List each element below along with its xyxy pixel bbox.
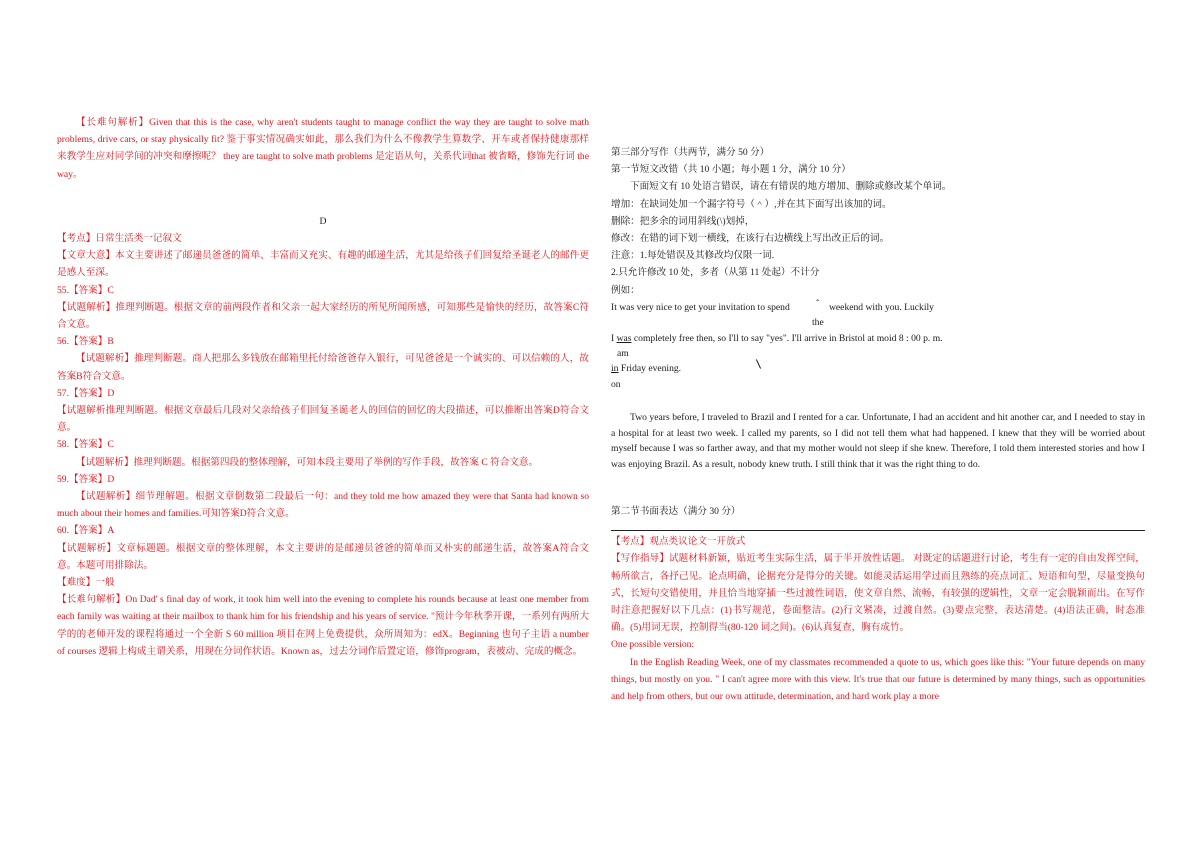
instruction: 下面短文有 10 处语言错误，请在有错误的地方增加、删除或修改某个单词。 (630, 181, 952, 193)
writing-guide: 【写作指导】试题材料新颖，贴近考生实际生活，属于半开放性话题。 对既定的话题进行讨论，考生有一定的自由发挥空间，畅所欲言，各抒己见。论点明确，论据充分是得分的关键。如能灵活运用学过而且熟练的亮点词汇、短语和句型，尽量变换句式，长短句交错使用，并且恰当地穿插一些过渡性词语，使文章自然、流畅，有较强的逻辑性，文章一定会脱颖而出。在写作时注意把握好以下几点：(1)书写规范，卷面整洁。(2)行文紧凑，过渡自然。(3)要点完整，表达清楚。(4)语法正确，时态准确。(5)用词无误，控制得当(80-120 词之间)。(6)认真复查，胸有成竹。 (611, 553, 1145, 634)
note-1: 注意：1.每处错误及其修改均仅限一词. (611, 250, 775, 262)
answer-line: 57.【答案】D (57, 387, 115, 399)
answer-analysis: 【试题解析】推理判断题。商人把那么多钱放在邮箱里托付给爸爸存入银行，可见爸爸是一个诚实的、可以信赖的人，故答案B符合文意。 (57, 353, 589, 382)
section2-heading: 第二节书面表达（满分 30 分） (611, 506, 741, 518)
long-sentence-analysis-1: 【长难句解析】Given that this is the case, why aren't students taught to manage conflict the way they are taught to solve math problems, drive cars, or stay physically fit? 鉴于事实情况确实如此，那么我们为什么不像教学生算数学、开车或者保持健康那样来教学生应对同学间的冲突和摩擦呢？ they are taught to solve math problems 是定语从句，关系代词that 被省略，修饰先行词 the way。 (57, 117, 589, 180)
model-essay: In the English Reading Week, one of my classmates recommended a quote to us, which goes like this: "Your future depends on many things, but mostly on you. " I can't agree more with this view. It's true that our future is determined by many things, such as opportunities and help from others, but our own attitude, determination, and hard work play a more (611, 656, 1145, 703)
answer-line: 55.【答案】C (57, 284, 114, 296)
answer-line: 56.【答案】B (57, 336, 114, 348)
answer-analysis: 【试题解析】推理判断题。根据第四段的整体理解，可知本段主要用了举例的写作手段，故答案 C 符合文意。 (76, 456, 539, 468)
error-correction-passage: Two years before, I traveled to Brazil and I rented for a car. Unfortunate, I had an accident and hit another car, and I needed to stay in a hospital for at least two week. I called my parents, so I did not tell them what had happened. I knew that they will be worried about myself because I was so farther away, and that my mother would not sleep if she knew. Therefore, I told them interested stories and how I was enjoying Brazil. As a result, nobody knew truth. I still think that it was the right thing to do. (611, 411, 1145, 471)
caret-mark: ˆ (816, 297, 820, 309)
example-line-1b: weekend with you. Luckily (829, 301, 934, 313)
answer-analysis: 【试题解析推理判断题。根据文章最后几段对父亲给孩子们回复圣诞老人的回信的回忆的大段描述，可以推断出答案D符合文意。 (57, 405, 589, 434)
part3-heading: 第三部分写作（共两节，满分 50 分） (611, 147, 770, 158)
kaodian-2: 【考点】观点类议论文一开放式 (611, 536, 746, 548)
left-column (57, 0, 589, 660)
difficulty: 【难度】一般 (57, 577, 115, 589)
example-line-1: It was very nice to get your invitation to spend (611, 301, 790, 313)
answer-line: 58.【答案】C (57, 439, 114, 451)
answer-line: 59.【答案】D (57, 473, 115, 485)
correction-on: on (611, 378, 621, 390)
example-line-3: in Friday evening. (611, 362, 682, 374)
divider (611, 530, 1145, 531)
correction-the: the (812, 316, 824, 328)
section-letter: D (319, 215, 327, 227)
add-rule: 增加：在缺词处加一个漏字符号（＾）,并在其下面写出该加的词。 (611, 198, 892, 210)
example-label: 例如： (611, 284, 640, 296)
example-line-2: I was completely free then, so I'll to say "yes". I'll arrive in Bristol at moid 8 : 00 p. m. (611, 332, 943, 344)
version-label: One possible version: (611, 639, 695, 651)
right-column (611, 0, 1145, 705)
answer-analysis: 【试题解析】推理判断题。根据文章的前两段作者和父亲一起大家经历的所见所闻所感，可知那些是愉快的经历，故答案C符合文意。 (57, 301, 589, 331)
long-sentence-analysis-2: 【长难句解析】On Dad' s final day of work, it took him well into the evening to complete his rounds because at least one member from each family was waiting at their mailbox to thank him for his friendship and his years of service. "预计今年秋季开课，一系列有两所大学的的老师开发的课程将通过一个全新 S 60 million 项目在网上免费提供，众所周知为：edX。Beginning 也句子主语 a number of courses 逻辑上构成主谓关系，用现在分词作状语。Known as，过去分词作后置定语，修饰program，表被动、完成的概念。 (57, 594, 590, 657)
answer-analysis: 【试题解析】细节理解题。根据文章倒数第二段最后一句：and they told me how amazed they were that Santa had known so much about their homes and families.可知答案D符合文意。 (57, 491, 589, 520)
kaodian: 【考点】日常生活类一记叙文 (57, 233, 182, 245)
answer-list (57, 282, 589, 574)
note-2: 2.只允许修改 10 处，多者（从第 11 处起）不计分 (611, 267, 820, 279)
modify-rule: 修改：在错的词下划一横线，在该行右边横线上写出改正后的词。 (611, 233, 890, 245)
article-summary: 【文章大意】本文主要讲述了邮递员爸爸的简单、丰富而又充实、有趣的邮递生活，尤其是给孩子们回复给圣诞老人的邮件更是感人至深。 (57, 250, 589, 279)
section1-heading: 第一节短文改错（共 10 小题；每小题 1 分，满分 10 分） (611, 164, 851, 176)
delete-slash (756, 359, 761, 368)
example-block (611, 297, 1145, 390)
answer-line: 60.【答案】A (57, 525, 115, 537)
answer-analysis: 【试题解析】文章标题题。根据文章的整体理解，本文主要讲的是邮递员爸爸的简单而又朴实的邮递生活，故答案A符合文意。本题可用排除法。 (57, 542, 589, 571)
correction-am: am (617, 347, 629, 359)
delete-rule: 删除：把多余的词用斜线(\)划掉， (611, 215, 755, 227)
